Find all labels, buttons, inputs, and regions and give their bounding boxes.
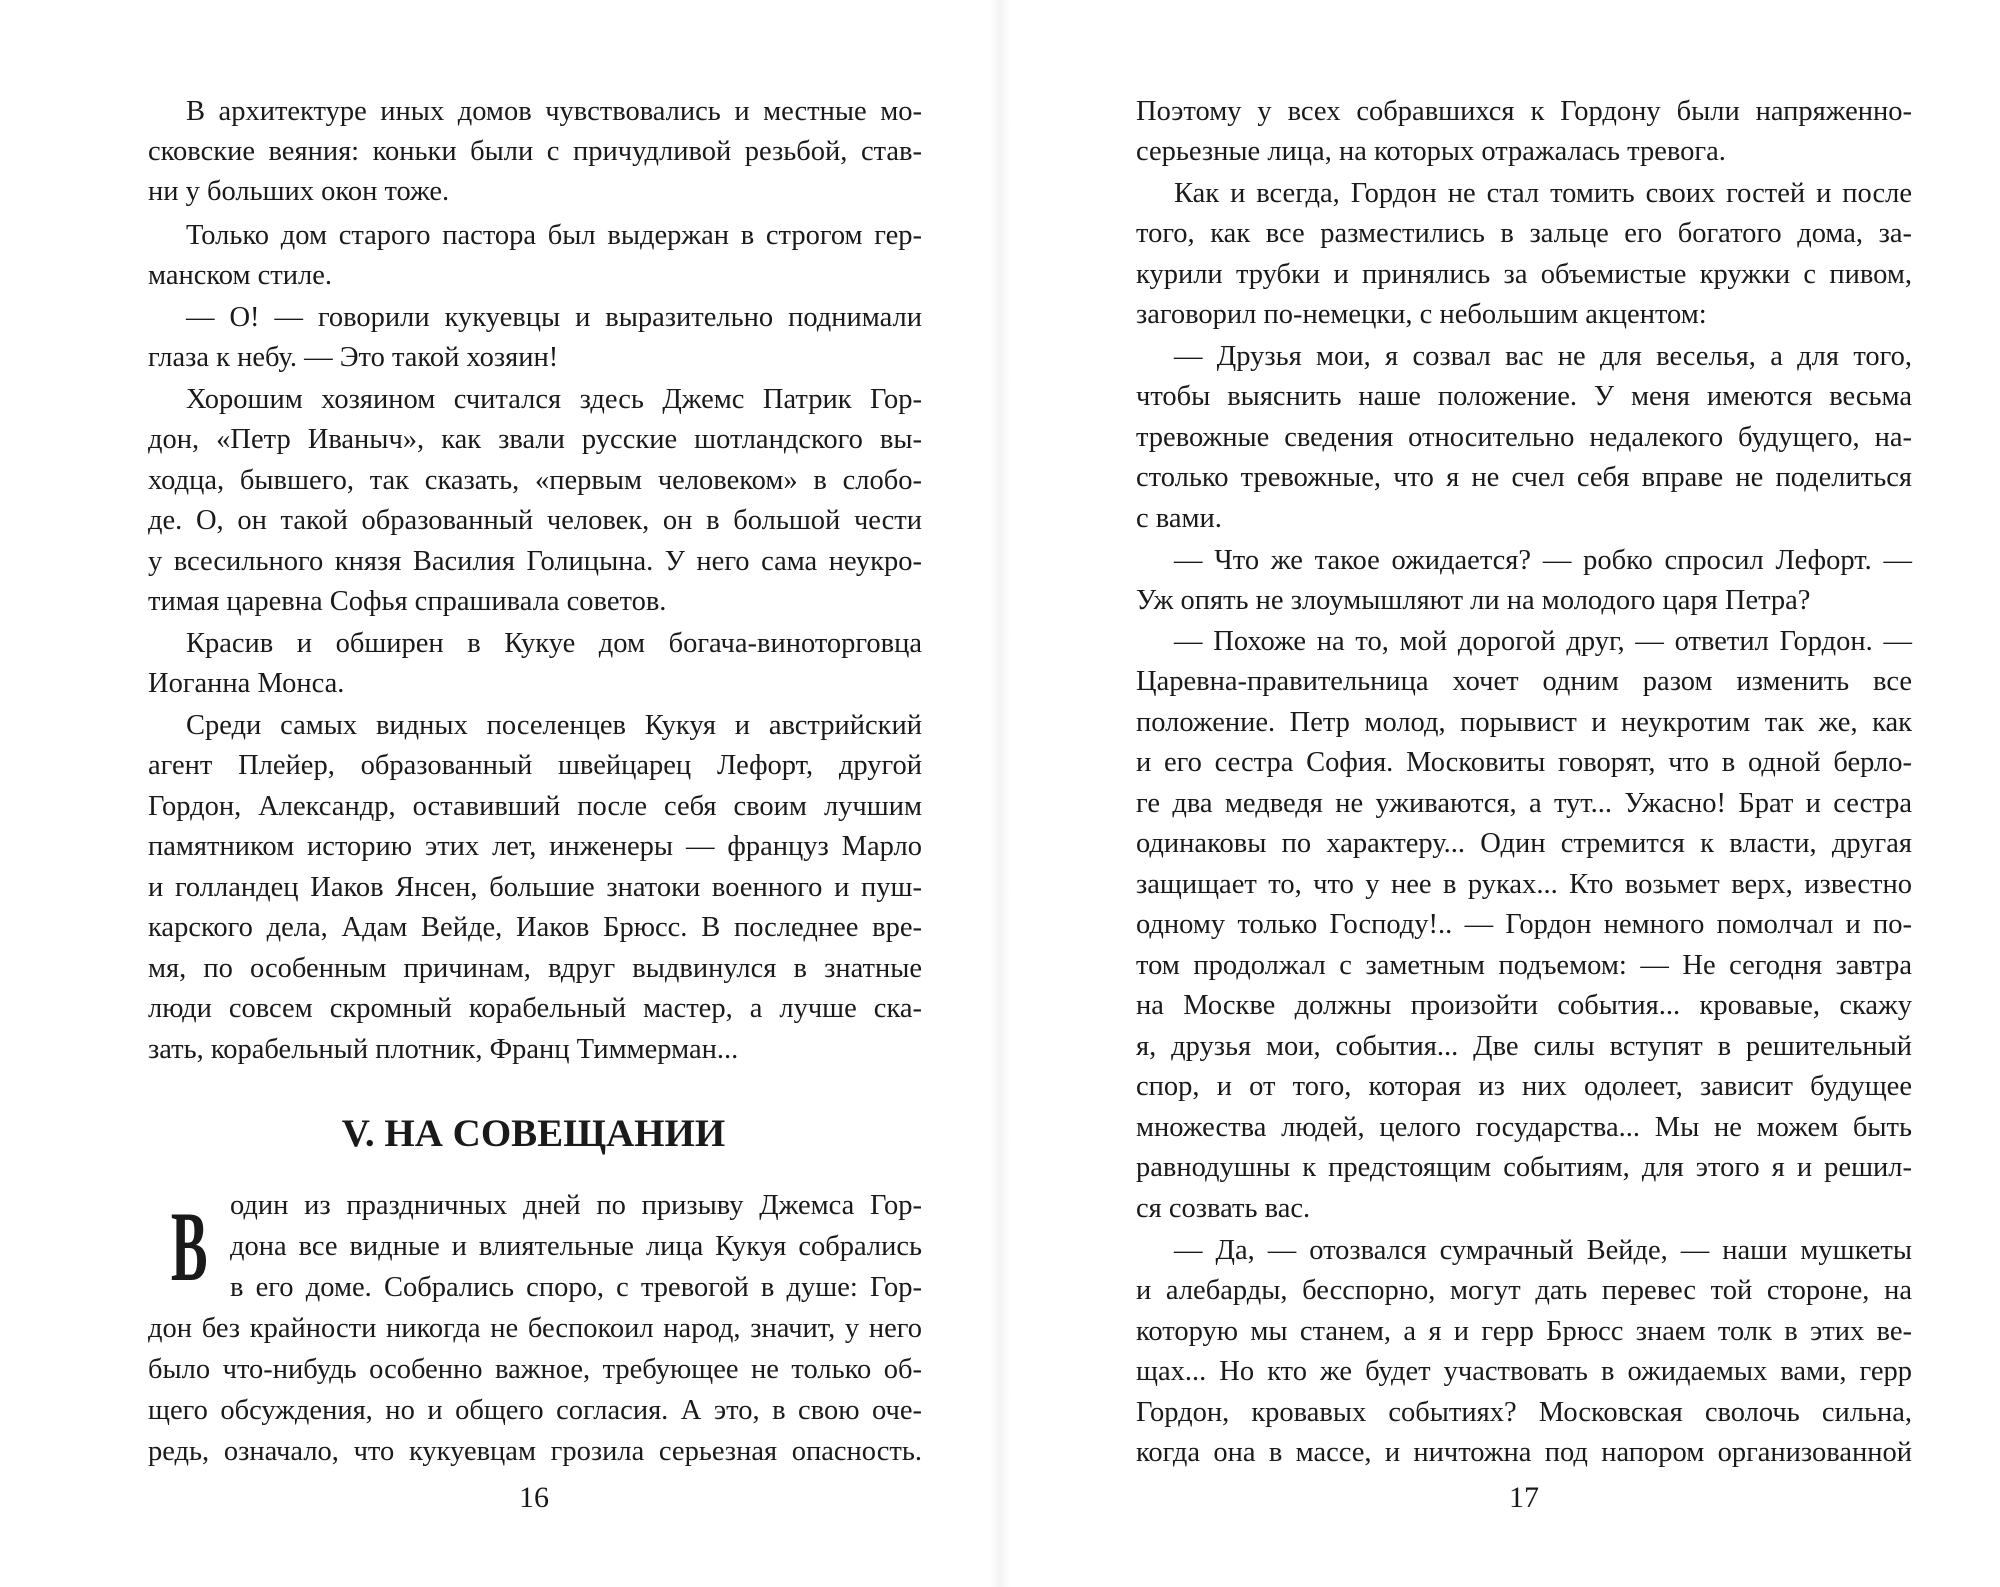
- text-line: равнодушны к предстоящим событиям, для этого я и решил-: [1136, 1152, 1912, 1183]
- text-line: Как и всегда, Гордон не стал томить своих гостей и после: [1174, 178, 1912, 209]
- text-line: одинаковы по характеру... Один стремится к власти, другая: [1136, 828, 1912, 859]
- text-line: Иоганна Монса.: [148, 668, 345, 699]
- text-line: курили трубки и принялись за объемистые кружки с пивом,: [1136, 259, 1912, 290]
- text-line: и его сестра София. Московиты говорят, что в одной берло-: [1136, 747, 1912, 778]
- right-page: [1000, 0, 2000, 1587]
- text-line: том продолжал с заметным подъемом: — Не сегодня завтра: [1136, 950, 1912, 981]
- text-line: положение. Петр молод, порывист и неукротим так же, как: [1136, 707, 1912, 738]
- text-line: — Друзья мои, я созвал вас не для веселья, а для того,: [1174, 341, 1912, 372]
- text-line: манском стиле.: [148, 260, 333, 291]
- text-line: того, как все разместились в зальце его богатого дома, за-: [1136, 218, 1912, 249]
- text-line: — Похоже на то, мой дорогой друг, — ответил Гордон. —: [1174, 626, 1912, 657]
- text-line: дона все видные и влиятельные лица Кукуя собрались: [230, 1231, 922, 1262]
- text-line: у всесильного князя Василия Голицына. У него сама неукро-: [148, 546, 922, 577]
- text-line: тревожные сведения относительно недалекого будущего, на-: [1136, 422, 1912, 453]
- page-number: 16: [519, 1481, 549, 1514]
- text-line: спор, и от того, которая из них одолеет, зависит будущее: [1136, 1071, 1912, 1102]
- text-line: было что-нибудь особенно важное, требующее не только об-: [148, 1354, 922, 1385]
- text-line: одному только Господу!.. — Гордон немного помолчал и по-: [1136, 909, 1912, 940]
- text-line: тимая царевна Софья спрашивала советов.: [148, 586, 667, 617]
- text-line: щах... Но кто же будет участвовать в ожидаемых вами, герр: [1136, 1356, 1912, 1387]
- text-line: множества людей, целого государства... Мы не можем быть: [1136, 1112, 1912, 1143]
- text-line: ге два медведя не уживаются, а тут... Ужасно! Брат и сестра: [1136, 788, 1912, 819]
- text-line: глаза к небу. — Это такой хозяин!: [148, 342, 559, 373]
- text-line: ни у больших окон тоже.: [148, 176, 450, 207]
- chapter-heading: V. НА СОВЕЩАНИИ: [341, 1112, 726, 1155]
- text-line: ся созвать вас.: [1136, 1193, 1311, 1224]
- page-number: 17: [1509, 1481, 1539, 1514]
- text-line: в его доме. Собрались споро, с тревогой в душе: Гор-: [230, 1272, 922, 1303]
- text-line: зать, корабельный плотник, Франц Тиммерман...: [148, 1034, 739, 1065]
- text-line: когда она в массе, и ничтожна под напором организованной: [1136, 1437, 1912, 1468]
- drop-cap: В: [170, 1191, 208, 1302]
- text-line: Царевна-правительница хочет одним разом изменить все: [1136, 666, 1912, 697]
- text-line: — Да, — отозвался сумрачный Вейде, — наши мушкеты: [1174, 1235, 1912, 1266]
- text-line: сковские веяния: коньки были с причудливой резьбой, став-: [148, 136, 922, 167]
- text-line: и голландец Иаков Янсен, большие знатоки военного и пуш-: [148, 872, 922, 903]
- text-line: люди совсем скромный корабельный мастер, а лучше ска-: [148, 993, 922, 1024]
- text-line: дон без крайности никогда не беспокоил народ, значит, у него: [148, 1313, 922, 1344]
- text-line: — О! — говорили кукуевцы и выразительно поднимали: [186, 302, 922, 333]
- text-line: серьезные лица, на которых отражалась тревога.: [1136, 136, 1726, 167]
- text-line: которую мы станем, а я и герр Брюсс знаем толк в этих ве-: [1136, 1316, 1912, 1347]
- text-line: Гордон, кровавых событиях? Московская сволочь сильна,: [1136, 1397, 1912, 1428]
- text-line: защищает то, что у нее в руках... Кто возьмет верх, известно: [1136, 869, 1912, 900]
- text-line: — Что же такое ожидается? — робко спросил Лефорт. —: [1174, 545, 1912, 576]
- text-line: Уж опять не злоумышляют ли на молодого царя Петра?: [1136, 585, 1811, 616]
- text-line: столько тревожные, что я не счел себя вправе не поделиться: [1136, 462, 1912, 493]
- text-line: один из праздничных дней по призыву Джемса Гор-: [230, 1190, 922, 1221]
- text-line: Только дом старого пастора был выдержан в строгом гер-: [186, 220, 922, 251]
- text-line: заговорил по-немецки, с небольшим акцентом:: [1136, 299, 1707, 330]
- text-line: с вами.: [1136, 503, 1222, 534]
- text-line: я, друзья мои, события... Две силы вступят в решительный: [1136, 1031, 1912, 1062]
- text-line: В архитектуре иных домов чувствовались и местные мо-: [186, 96, 922, 127]
- text-line: памятником историю этих лет, инженеры — француз Марло: [148, 831, 922, 862]
- text-line: на Москве должны произойти события... кровавые, скажу: [1136, 990, 1912, 1021]
- text-line: Поэтому у всех собравшихся к Гордону были напряженно-: [1136, 96, 1912, 127]
- text-line: де. О, он такой образованный человек, он в большой чести: [148, 505, 922, 536]
- text-line: мя, по особенным причинам, вдруг выдвинулся в знатные: [148, 953, 922, 984]
- text-line: Среди самых видных поселенцев Кукуя и австрийский: [186, 710, 922, 741]
- text-line: дон, «Петр Иваныч», как звали русские шотландского вы-: [148, 424, 922, 455]
- text-line: чтобы выяснить наше положение. У меня имеются весьма: [1136, 381, 1912, 412]
- text-line: ходца, бывшего, так сказать, «первым человеком» в слобо-: [148, 465, 922, 496]
- text-line: Гордон, Александр, оставивший после себя своим лучшим: [148, 791, 922, 822]
- text-line: Хорошим хозяином считался здесь Джемс Патрик Гор-: [186, 384, 922, 415]
- text-line: карского дела, Адам Вейде, Иаков Брюсс. В последнее вре-: [148, 912, 922, 943]
- text-line: Красив и обширен в Кукуе дом богача-виноторговца: [186, 628, 922, 659]
- text-line: агент Плейер, образованный швейцарец Лефорт, другой: [148, 750, 922, 781]
- text-line: щего обсуждения, но и общего согласия. А это, в свою оче-: [148, 1395, 922, 1426]
- text-line: и алебарды, бесспорно, могут дать перевес той стороне, на: [1136, 1275, 1912, 1306]
- text-line: редь, означало, что кукуевцам грозила серьезная опасность.: [148, 1436, 922, 1467]
